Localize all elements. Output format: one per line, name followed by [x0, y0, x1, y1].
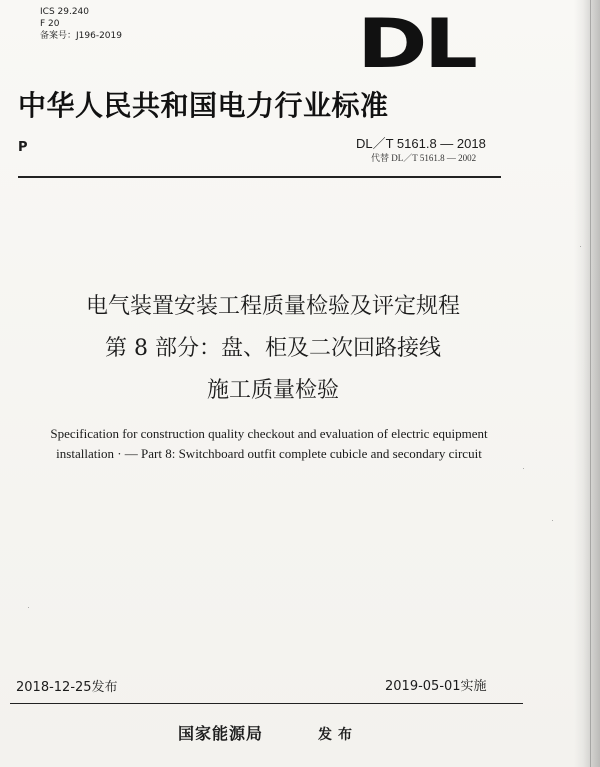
chinese-title [38, 286, 508, 412]
scan-speck [28, 607, 29, 608]
standard-number: DL／T 5161.8 — 2018 [356, 136, 486, 151]
ccs-code: F 20 [40, 19, 60, 29]
scan-speck [523, 468, 524, 469]
implementation-date: 2019-05-01实施 [385, 679, 487, 694]
issue-date: 2018-12-25发布 [16, 680, 118, 695]
scan-shadow-edge [574, 0, 600, 767]
chinese-title-line: 施工质量检验 [206, 378, 339, 403]
english-title-line: installation · — Part 8: Switchboard outfit complete cubicle and secondary circuit [56, 446, 482, 461]
bottom-rule [10, 703, 523, 704]
record-number: 备案号：J196-2019 [40, 31, 122, 41]
english-title-line: Specification for construction quality checkout and evaluation of electric equipment [50, 426, 488, 441]
top-rule [18, 176, 501, 178]
standard-heading: 中华人民共和国电力行业标准 [18, 89, 389, 122]
publish-label: 发布 [318, 727, 358, 743]
english-title [29, 424, 509, 464]
scan-speck [552, 520, 553, 521]
dl-logo: DL [357, 5, 475, 84]
replaces-number: 代替 DL／T 5161.8 — 2002 [371, 153, 477, 163]
category-letter: P [18, 140, 28, 155]
classification-block [40, 6, 122, 42]
chinese-title-line: 第 8 部分：盘、柜及二次回路接线 [105, 336, 441, 361]
ics-code: ICS 29.240 [40, 7, 90, 17]
scan-speck [580, 246, 581, 247]
chinese-title-line: 电气装置安装工程质量检验及评定规程 [85, 294, 460, 319]
publisher-name: 国家能源局 [178, 724, 264, 743]
